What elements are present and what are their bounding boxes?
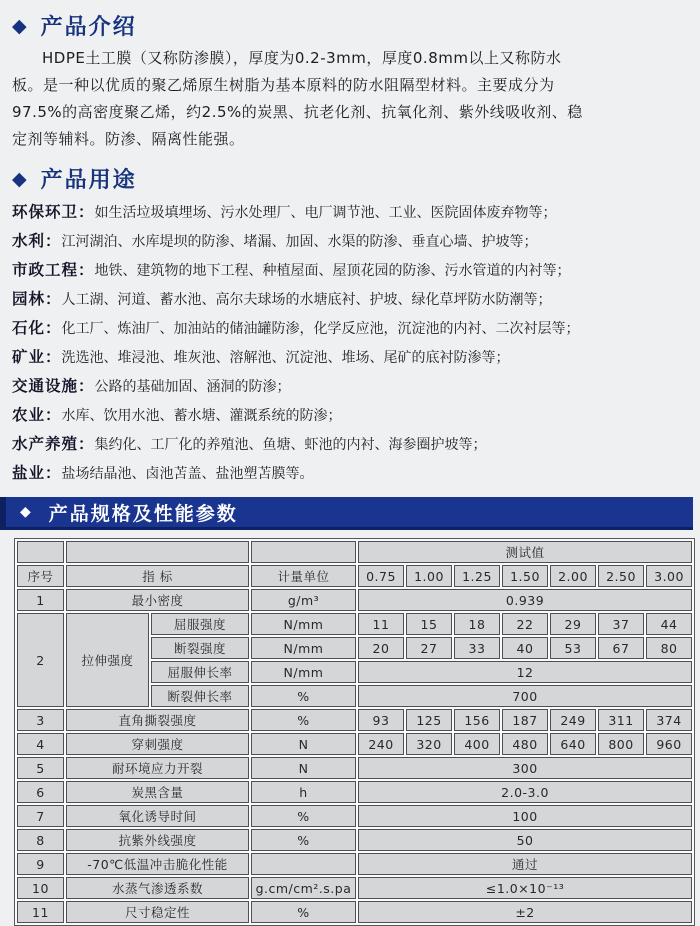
usage-item-text: 集约化、工厂化的养殖池、鱼塘、虾池的内衬、海参圈护坡等； bbox=[94, 437, 487, 453]
cell-thickness: 2.50 bbox=[598, 565, 644, 587]
usage-item-water bbox=[12, 227, 700, 256]
cell-thickness: 1.00 bbox=[406, 565, 452, 587]
table-row bbox=[17, 853, 692, 875]
usage-item-agriculture bbox=[12, 401, 700, 430]
table-row bbox=[17, 757, 692, 779]
cell-value: 22 bbox=[502, 613, 548, 635]
cell-value: 53 bbox=[550, 637, 596, 659]
cell-span-value: 12 bbox=[358, 661, 692, 683]
cell-value: 400 bbox=[454, 733, 500, 755]
cell-unit: N bbox=[251, 733, 356, 755]
cell-unit: N/mm bbox=[251, 613, 356, 635]
cell-value: 29 bbox=[550, 613, 596, 635]
cell-indicator: 最小密度 bbox=[66, 589, 249, 611]
cell-value: 37 bbox=[598, 613, 644, 635]
cell-indicator: 屈服伸长率 bbox=[151, 661, 249, 683]
cell-value: 800 bbox=[598, 733, 644, 755]
cell-value: 960 bbox=[646, 733, 692, 755]
cell-unit: % bbox=[251, 709, 356, 731]
cell-value: 11 bbox=[358, 613, 404, 635]
cell-span-value: ≤1.0×10⁻¹³ bbox=[358, 877, 692, 899]
cell-span-value: 通过 bbox=[358, 853, 692, 875]
usage-section-title bbox=[12, 163, 700, 194]
table-header-row-top bbox=[17, 541, 692, 563]
cell-value: 249 bbox=[550, 709, 596, 731]
usage-item-text: 地铁、建筑物的地下工程、种植屋面、屋顶花园的防渗、污水管道的内衬等； bbox=[94, 263, 571, 279]
cell-indicator: 穿刺强度 bbox=[66, 733, 249, 755]
cell-indicator: 水蒸气渗透系数 bbox=[66, 877, 249, 899]
usage-item-label: 园林： bbox=[12, 290, 62, 308]
cell-no: 6 bbox=[17, 781, 64, 803]
diamond-bullet-icon: ◆ bbox=[12, 14, 27, 37]
usage-item-text: 人工湖、河道、蓄水池、高尔夫球场的水塘底衬、护坡、绿化草坪防水防潮等； bbox=[61, 292, 552, 308]
cell-thickness: 0.75 bbox=[358, 565, 404, 587]
cell-indicator: 屈服强度 bbox=[151, 613, 249, 635]
table-header-row bbox=[17, 565, 692, 587]
cell-unit: g/m³ bbox=[251, 589, 356, 611]
cell-indicator: 断裂伸长率 bbox=[151, 685, 249, 707]
usage-item-text: 水库、饮用水池、蓄水塘、灌溉系统的防渗； bbox=[61, 408, 342, 424]
table-row bbox=[17, 733, 692, 755]
cell-col-indicator: 指 标 bbox=[66, 565, 249, 587]
usage-item-petrochemical bbox=[12, 314, 700, 343]
cell-unit bbox=[251, 853, 356, 875]
cell-no: 9 bbox=[17, 853, 64, 875]
cell-value: 125 bbox=[406, 709, 452, 731]
cell-span-value: 300 bbox=[358, 757, 692, 779]
table-row bbox=[17, 805, 692, 827]
cell-indicator: 抗紫外线强度 bbox=[66, 829, 249, 851]
cell-thickness: 1.50 bbox=[502, 565, 548, 587]
cell-value: 187 bbox=[502, 709, 548, 731]
cell-value: 33 bbox=[454, 637, 500, 659]
cell-unit: h bbox=[251, 781, 356, 803]
cell-col-unit: 计量单位 bbox=[251, 565, 356, 587]
cell-value: 44 bbox=[646, 613, 692, 635]
table-row bbox=[17, 613, 692, 635]
diamond-bullet-icon: ◆ bbox=[12, 167, 27, 190]
usage-item-garden bbox=[12, 285, 700, 314]
cell-value: 156 bbox=[454, 709, 500, 731]
usage-item-environment bbox=[12, 198, 700, 227]
cell-unit: N/mm bbox=[251, 637, 356, 659]
cell-indicator: 氧化诱导时间 bbox=[66, 805, 249, 827]
usage-item-label: 农业： bbox=[12, 406, 62, 424]
cell-no: 3 bbox=[17, 709, 64, 731]
usage-item-text: 公路的基础加固、涵洞的防渗； bbox=[94, 379, 291, 395]
cell-no: 10 bbox=[17, 877, 64, 899]
usage-item-label: 盐业： bbox=[12, 464, 62, 482]
usage-item-label: 矿业： bbox=[12, 348, 62, 366]
cell-test-value-header: 测试值 bbox=[358, 541, 692, 563]
usage-item-label: 水产养殖： bbox=[12, 435, 95, 453]
table-row bbox=[17, 709, 692, 731]
cell-no: 5 bbox=[17, 757, 64, 779]
usage-item-salt bbox=[12, 459, 700, 488]
cell-unit: N/mm bbox=[251, 661, 356, 683]
cell-thickness: 1.25 bbox=[454, 565, 500, 587]
cell-value: 18 bbox=[454, 613, 500, 635]
cell-indicator: 炭黑含量 bbox=[66, 781, 249, 803]
product-document-page bbox=[0, 10, 700, 920]
cell-unit: g.cm/cm².s.pa bbox=[251, 877, 356, 899]
cell-unit: % bbox=[251, 901, 356, 923]
usage-item-label: 交通设施： bbox=[12, 377, 95, 395]
usage-item-text: 化工厂、炼油厂、加油站的储油罐防渗，化学反应池，沉淀池的内衬、二次衬层等； bbox=[61, 321, 580, 337]
cell-value: 480 bbox=[502, 733, 548, 755]
usage-item-label: 水利： bbox=[12, 232, 62, 250]
cell-indicator: 尺寸稳定性 bbox=[66, 901, 249, 923]
cell-empty bbox=[251, 541, 356, 563]
table-row bbox=[17, 829, 692, 851]
cell-value: 27 bbox=[406, 637, 452, 659]
cell-indicator: 断裂强度 bbox=[151, 637, 249, 659]
cell-indicator-group: 拉伸强度 bbox=[66, 613, 149, 707]
cell-indicator: 耐环境应力开裂 bbox=[66, 757, 249, 779]
cell-value: 15 bbox=[406, 613, 452, 635]
cell-thickness: 2.00 bbox=[550, 565, 596, 587]
cell-no: 8 bbox=[17, 829, 64, 851]
usage-list bbox=[12, 198, 700, 488]
cell-no: 2 bbox=[17, 613, 64, 707]
cell-empty bbox=[66, 541, 249, 563]
cell-value: 40 bbox=[502, 637, 548, 659]
usage-item-aquaculture bbox=[12, 430, 700, 459]
cell-value: 20 bbox=[358, 637, 404, 659]
cell-empty bbox=[17, 541, 64, 563]
cell-unit: N bbox=[251, 757, 356, 779]
usage-item-text: 盐场结晶池、卤池苫盖、盐池塑苫膜等。 bbox=[61, 466, 314, 482]
cell-no: 4 bbox=[17, 733, 64, 755]
diamond-bullet-icon: ◆ bbox=[20, 504, 33, 520]
cell-value: 93 bbox=[358, 709, 404, 731]
specs-banner-title: 产品规格及性能参数 bbox=[48, 502, 238, 525]
cell-indicator: -70℃低温冲击脆化性能 bbox=[66, 853, 249, 875]
usage-item-label: 石化： bbox=[12, 319, 62, 337]
cell-value: 640 bbox=[550, 733, 596, 755]
cell-span-value: 50 bbox=[358, 829, 692, 851]
usage-item-text: 洗选池、堆浸池、堆灰池、溶解池、沉淀池、堆场、尾矿的底衬防渗等； bbox=[61, 350, 510, 366]
usage-item-text: 江河湖泊、水库堤坝的防渗、堵漏、加固、水渠的防渗、垂直心墙、护坡等； bbox=[61, 234, 538, 250]
intro-title-text: 产品介绍 bbox=[40, 15, 137, 40]
cell-no: 1 bbox=[17, 589, 64, 611]
table-row bbox=[17, 877, 692, 899]
cell-unit: % bbox=[251, 805, 356, 827]
cell-span-value: 0.939 bbox=[358, 589, 692, 611]
usage-item-label: 市政工程： bbox=[12, 261, 95, 279]
table-row bbox=[17, 901, 692, 923]
usage-item-transport bbox=[12, 372, 700, 401]
cell-value: 67 bbox=[598, 637, 644, 659]
cell-value: 374 bbox=[646, 709, 692, 731]
cell-thickness: 3.00 bbox=[646, 565, 692, 587]
spec-table bbox=[14, 538, 695, 926]
cell-span-value: 2.0-3.0 bbox=[358, 781, 692, 803]
usage-item-municipal bbox=[12, 256, 700, 285]
intro-paragraph: HDPE土工膜（又称防渗膜），厚度为0.2-3mm，厚度0.8mm以上又称防水板。是一种以优质的聚乙烯原生树脂为基本原料的防水阻隔型材料。主要成分为97.5%的高密度聚乙烯，约2.5%的炭黑、抗老化剂、抗氧化剂、紫外线吸收剂、稳定剂等辅料。防渗、隔离性能强。 bbox=[12, 49, 583, 148]
usage-item-label: 环保环卫： bbox=[12, 203, 95, 221]
cell-value: 80 bbox=[646, 637, 692, 659]
cell-col-no: 序号 bbox=[17, 565, 64, 587]
cell-value: 320 bbox=[406, 733, 452, 755]
intro-section-title bbox=[12, 10, 700, 41]
usage-title-text: 产品用途 bbox=[40, 168, 137, 193]
cell-span-value: 100 bbox=[358, 805, 692, 827]
usage-item-text: 如生活垃圾填埋场、污水处理厂、电厂调节池、工业、医院固体废弃物等； bbox=[94, 205, 557, 221]
cell-span-value: 700 bbox=[358, 685, 692, 707]
cell-no: 7 bbox=[17, 805, 64, 827]
usage-item-mining bbox=[12, 343, 700, 372]
cell-span-value: ±2 bbox=[358, 901, 692, 923]
cell-value: 311 bbox=[598, 709, 644, 731]
cell-no: 11 bbox=[17, 901, 64, 923]
cell-value: 240 bbox=[358, 733, 404, 755]
cell-unit: % bbox=[251, 829, 356, 851]
cell-unit: % bbox=[251, 685, 356, 707]
table-row bbox=[17, 589, 692, 611]
specs-banner bbox=[0, 497, 693, 530]
table-row bbox=[17, 781, 692, 803]
cell-indicator: 直角撕裂强度 bbox=[66, 709, 249, 731]
